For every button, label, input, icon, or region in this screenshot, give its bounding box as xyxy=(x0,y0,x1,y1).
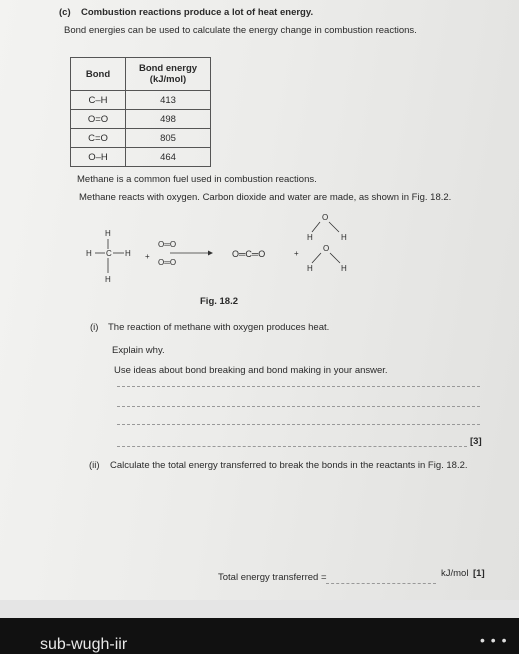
oxygen-molecule-2: O═O xyxy=(158,258,177,267)
header-energy-line1: Bond energy xyxy=(138,63,198,74)
part-i-explain: Explain why. xyxy=(112,345,165,356)
part-i-marks: [3] xyxy=(470,436,482,447)
part-i-hint: Use ideas about bond breaking and bond making in your answer. xyxy=(114,365,388,376)
water-bonds xyxy=(300,210,360,280)
bond-cell: C–H xyxy=(71,91,126,110)
part-ii-text: Calculate the total energy transferred to break the bonds in the reactants in Fig. 18.2. xyxy=(110,460,468,471)
answer-line-2[interactable] xyxy=(117,406,480,407)
bond-cell: O=O xyxy=(71,110,126,129)
part-ii-marks: [1] xyxy=(473,568,485,579)
table-row xyxy=(71,110,211,129)
answer-label: Total energy transferred = xyxy=(218,572,327,583)
water2-o: O xyxy=(323,244,330,253)
energy-cell: 464 xyxy=(126,148,211,167)
table-row xyxy=(71,91,211,110)
answer-line-4[interactable] xyxy=(117,446,467,447)
table-row xyxy=(71,148,211,167)
intro-text: Bond energies can be used to calculate the energy change in combustion reactions. xyxy=(64,25,417,36)
table-row xyxy=(71,129,211,148)
oxygen-molecule-1: O═O xyxy=(158,240,177,249)
part-c-label: (c) xyxy=(59,7,71,18)
energy-cell: 498 xyxy=(126,110,211,129)
footer-strip xyxy=(0,600,519,618)
atom-c: C xyxy=(106,249,112,258)
header-energy xyxy=(126,58,211,91)
header-energy-line2: (kJ/mol) xyxy=(149,74,187,85)
part-i-text: The reaction of methane with oxygen produces heat. xyxy=(108,322,330,333)
atom-h-right: H xyxy=(125,249,131,258)
atom-h-left: H xyxy=(86,249,92,258)
answer-line-1[interactable] xyxy=(117,386,480,387)
bond-cell: C=O xyxy=(71,129,126,148)
part-c-text: Combustion reactions produce a lot of heat energy. xyxy=(81,7,314,18)
energy-cell: 805 xyxy=(126,129,211,148)
water1-h-right: H xyxy=(341,233,347,242)
footer-text: sub-wugh-iir xyxy=(40,636,128,653)
atom-h-bottom: H xyxy=(105,275,111,284)
bond-energy-table xyxy=(70,57,211,167)
part-ii-label: (ii) xyxy=(89,460,100,471)
water2-h-right: H xyxy=(341,264,347,273)
atom-h-top: H xyxy=(105,229,111,238)
water1-h-left: H xyxy=(307,233,313,242)
answer-line-3[interactable] xyxy=(117,424,480,425)
unit-label: kJ/mol xyxy=(441,568,469,579)
carbon-dioxide: O═C═O xyxy=(232,249,266,259)
header-bond: Bond xyxy=(71,58,126,91)
answer-input-line[interactable] xyxy=(326,583,436,584)
plus-sign-2: + xyxy=(294,249,299,258)
part-i-label: (i) xyxy=(90,322,99,333)
methane-reaction-text: Methane reacts with oxygen. Carbon dioxide and water are made, as shown in Fig. 18.2. xyxy=(79,192,452,203)
table-header-row xyxy=(71,58,211,91)
more-menu-icon[interactable]: • • • xyxy=(480,632,508,648)
water1-o: O xyxy=(322,213,329,222)
energy-cell: 413 xyxy=(126,91,211,110)
methane-intro: Methane is a common fuel used in combustion reactions. xyxy=(77,174,317,185)
plus-sign: + xyxy=(145,252,150,261)
bond-cell: O–H xyxy=(71,148,126,167)
water2-h-left: H xyxy=(307,264,313,273)
figure-caption: Fig. 18.2 xyxy=(200,296,239,307)
